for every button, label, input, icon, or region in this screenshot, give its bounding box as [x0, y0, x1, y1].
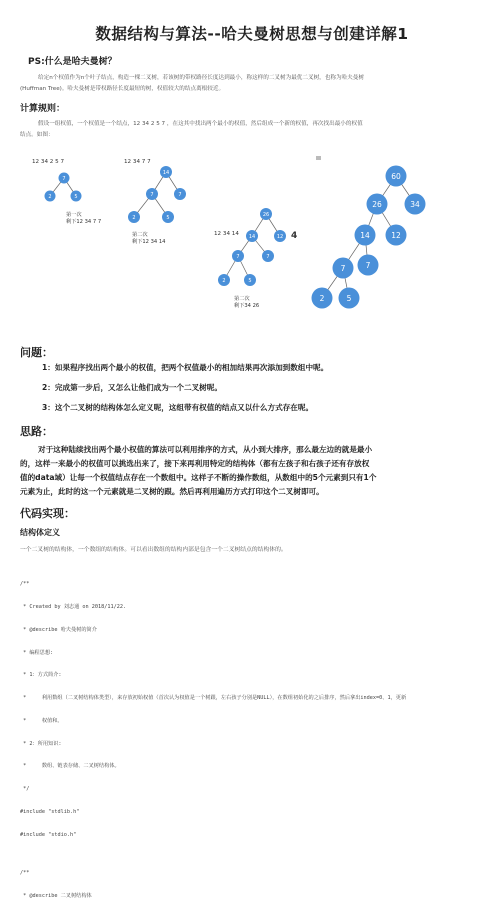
rule-para-line-2: 结点。如图：: [20, 132, 54, 138]
code-line: /**: [20, 869, 30, 876]
label-second: 第二次: [132, 232, 148, 238]
broken-image-icon: [316, 156, 321, 160]
code-line: #include "stdio.h": [20, 831, 77, 838]
tree-1: [45, 173, 82, 202]
tree3-lll-label: 2: [222, 278, 226, 284]
ps-heading: PS:什么是哈夫曼树？: [28, 57, 117, 67]
struct-heading: 结构体定义: [20, 528, 60, 537]
tree3-root-label: 26: [262, 212, 270, 218]
tree2-root-label: 14: [162, 170, 170, 176]
tree4-llr-label: 7: [365, 261, 371, 270]
label-set3: 12 34 14: [214, 231, 239, 237]
tree-2: [128, 166, 186, 223]
tree4-r-label: 34: [410, 200, 420, 209]
tree-3: [218, 208, 286, 286]
code-line: * 1：方式简介:: [20, 672, 62, 679]
tree4-l-label: 26: [372, 200, 382, 209]
code-line: * 2：所用知识:: [20, 740, 62, 747]
tree4-lll-label: 7: [340, 264, 346, 273]
huffman-diagram-svg: [20, 152, 490, 342]
idea-line-3: 值的data域）让每一个权值结点存在一个数组中。这样子不断的操作数组，从数组中的5个元素到只有1个: [20, 473, 377, 482]
question-3: 3：这个二叉树的结构体怎么定义呢，这组带有权值的结点又以什么方式存在呢。: [42, 403, 314, 412]
label-stray: 4: [291, 231, 298, 241]
code-line: * 利用数组（二叉树结构体类型），来存放初始权值（首次认为权值是一个树跟，左右孩子分别是NULL），在数组初始化的之后排序，然后拿出index=0、1，更新: [20, 695, 407, 702]
code-line: #include "stdlib.h": [20, 809, 80, 815]
tree2-lr-label: 5: [166, 215, 170, 221]
code-line: * 权值和。: [20, 717, 63, 724]
code-line: * 编程思想:: [20, 649, 54, 656]
tree2-ll-label: 2: [132, 215, 136, 221]
tree3-llr-label: 5: [248, 278, 252, 284]
tree4-ll-label: 14: [360, 231, 370, 240]
label-second-rest: 剩下12 34 14: [132, 239, 166, 245]
rule-heading: 计算规则：: [20, 104, 66, 114]
label-third-rest: 剩下34 26: [234, 303, 260, 309]
code-line: * 数组、链表存储、二叉树结构体。: [20, 763, 120, 770]
tree4-root-label: 60: [391, 172, 401, 181]
idea-line-1: 对于这种陆续找出两个最小权值的算法可以利用排序的方式，从小到大排序，那么最左边的就是最小: [38, 445, 373, 454]
tree3-ll-label: 7: [236, 254, 240, 260]
code-block: [20, 566, 406, 915]
tree4-llll-label: 2: [319, 294, 325, 303]
tree4-lr-label: 12: [391, 231, 401, 240]
idea-line-4: 元素为止，此时的这一个元素就是二叉树的跟。然后再利用遍历方式打印这个二叉树即可。: [20, 487, 324, 496]
tree2-r-label: 7: [178, 192, 182, 198]
tree1-right-label: 5: [74, 194, 78, 200]
tree-4: [312, 166, 426, 309]
ps-para-line-2: (Huffman Tree)。哈夫曼树是带权路径长度最短的树，权值较大的结点离根较近。: [20, 86, 225, 92]
code-line: * Created by 刘志通 on 2018/11/22.: [20, 603, 127, 610]
page-title: 数据结构与算法--哈夫曼树思想与创建详解1: [95, 25, 409, 43]
ps-para-line-1: 给定n个权值作为n个叶子结点，构造一棵二叉树，若该树的带权路径长度达到最小，称这样的二叉树为最优二叉树，也称为哈夫曼树: [38, 75, 364, 81]
code-line: */: [20, 786, 30, 793]
label-first: 第一次: [66, 212, 82, 218]
code-line: * @describe 二叉树结构体: [20, 892, 92, 899]
idea-heading: 思路：: [20, 425, 53, 438]
tree1-left-label: 2: [48, 194, 52, 200]
question-2: 2：完成第一步后，又怎么让他们成为一个二叉树呢。: [42, 383, 222, 392]
tree3-lr-label: 7: [266, 254, 270, 260]
struct-para: 一个二叉树的结构体，一个数组的结构体。可以看出数组的结构内部是包含一个二叉树结点的结构体的。: [20, 547, 287, 553]
problem-heading: 问题：: [20, 346, 53, 359]
tree3-r-label: 12: [276, 234, 284, 240]
code-heading: 代码实现：: [20, 507, 75, 520]
label-third: 第二次: [234, 296, 250, 302]
idea-line-2: 的，这样一来最小的权值可以挑选出来了，接下来再利用特定的结构体（都有左孩子和右孩子还有存放权: [20, 459, 370, 468]
rule-para-line-1: 假设一组权值，一个权值是一个结点，12 34 2 5 7 ，在这其中找出两个最小的权值，然后组成一个新的权值，再次找出最小的权值: [38, 121, 363, 127]
code-line: /**: [20, 581, 30, 588]
tree4-lllr-label: 5: [346, 294, 352, 303]
label-first-rest: 剩下12 34 7 7: [66, 219, 102, 225]
code-line: * @describe 哈夫曼树的简介: [20, 626, 97, 633]
tree3-l-label: 14: [248, 234, 256, 240]
question-1: 1：如果程序找出两个最小的权值，把两个权值最小的相加结果再次添加到数组中呢。: [42, 363, 329, 372]
huffman-diagram: [20, 152, 490, 342]
tree2-l-label: 7: [150, 192, 154, 198]
label-set2: 12 34 7 7: [124, 159, 151, 165]
tree1-root-label: 7: [62, 176, 66, 182]
label-set1: 12 34 2 5 7: [32, 159, 65, 165]
